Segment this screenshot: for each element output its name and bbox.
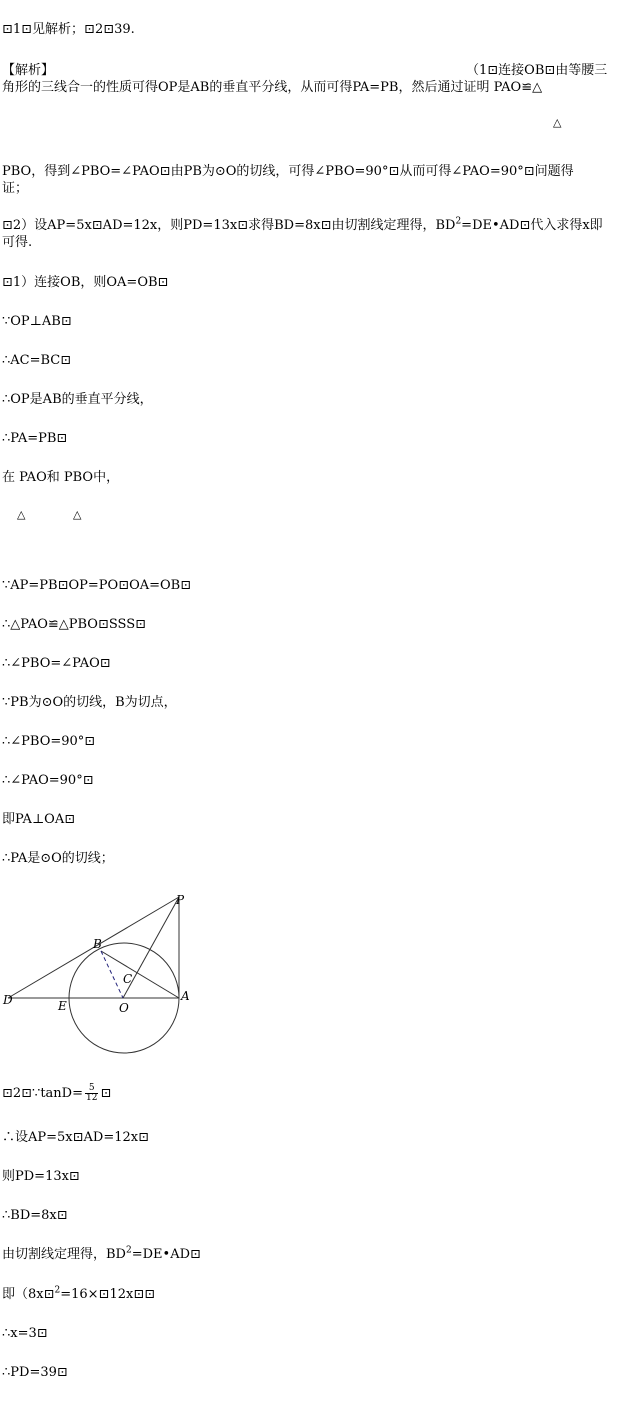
- analysis-header: 【解析】: [2, 63, 55, 78]
- solution-line-19: [2, 1247, 201, 1263]
- analysis-part2-sup: 2: [455, 216, 462, 227]
- fraction-numerator: 5: [85, 1084, 98, 1094]
- fraction-denominator: 12: [86, 1093, 98, 1103]
- solution-line-7: ∵AP=PB⊡OP=PO⊡OA=OB⊡: [2, 578, 192, 593]
- triangle-symbol: △: [553, 116, 562, 129]
- analysis-part2-text-b: =DE•AD⊡代入求得x即: [461, 218, 603, 233]
- solution-line-20-sup: 2: [54, 1285, 61, 1296]
- analysis-part1-start: （1⊡连接OB⊡由等腰三: [466, 63, 608, 78]
- analysis-part2-end: 可得.: [2, 235, 33, 250]
- solution-line-14: ∴PA是⊙O的切线；: [2, 851, 114, 866]
- solution-line-3: ∴AC=BC⊡: [2, 353, 72, 368]
- solution-line-10: ∵PB为⊙O的切线，B为切点，: [2, 695, 177, 710]
- analysis-line-4: 证；: [2, 181, 29, 196]
- solution-line-2: ∵OP⊥AB⊡: [2, 314, 72, 329]
- solution-line-15-a: ⊡2⊡∵tanD=: [2, 1086, 83, 1101]
- analysis-part2: [2, 218, 603, 234]
- solution-line-15-b: ⊡: [100, 1086, 112, 1101]
- solution-line-8: ∴△PAO≌△PBO⊡SSS⊡: [2, 617, 147, 632]
- answer-line: ⊡1⊡见解析；⊡2⊡39.: [2, 22, 135, 37]
- label-O: O: [119, 1001, 129, 1015]
- solution-line-20: [2, 1287, 155, 1303]
- solution-line-12: ∴∠PAO=90°⊡: [2, 773, 94, 788]
- solution-line-19-b: =DE•AD⊡: [131, 1247, 201, 1262]
- label-D: D: [3, 993, 13, 1007]
- solution-line-1: ⊡1）连接OB，则OA=OB⊡: [2, 275, 169, 290]
- label-P: P: [176, 893, 185, 907]
- triangle-symbol: △: [73, 508, 82, 521]
- solution-line-19-a: 由切割线定理得，BD: [2, 1247, 126, 1262]
- solution-line-6: 在 PAO和 PBO中，: [2, 470, 120, 485]
- solution-line-22: ∴PD=39⊡: [2, 1365, 68, 1380]
- label-B: B: [93, 937, 102, 951]
- label-E: E: [58, 999, 67, 1013]
- label-C: C: [123, 972, 133, 986]
- solution-line-13: 即PA⊥OA⊡: [2, 812, 76, 827]
- solution-line-21: ∴x=3⊡: [2, 1326, 48, 1341]
- solution-line-18: ∴BD=8x⊡: [2, 1208, 68, 1223]
- triangle-symbol: △: [17, 508, 26, 521]
- solution-line-19-sup: 2: [125, 1245, 132, 1256]
- analysis-line-2: 角形的三线合一的性质可得OP是AB的垂直平分线，从而可得PA=PB，然后通过证明 PAO≌△: [2, 80, 543, 95]
- solution-line-5: ∴PA=PB⊡: [2, 431, 68, 446]
- solution-line-11: ∴∠PBO=90°⊡: [2, 734, 96, 749]
- solution-line-4: ∴OP是AB的垂直平分线，: [2, 392, 153, 407]
- solution-line-15: [2, 1084, 111, 1103]
- analysis-line-3: PBO，得到∠PBO=∠PAO⊡由PB为⊙O的切线，可得∠PBO=90°⊡从而可得∠PAO=90°⊡问题得: [2, 164, 574, 179]
- solution-line-17: 则PD=13x⊡: [2, 1169, 80, 1184]
- geometry-figure: [0, 888, 200, 1058]
- solution-line-20-b: =16×⊡12x⊡⊡: [60, 1287, 156, 1302]
- solution-line-9: ∴∠PBO=∠PAO⊡: [2, 656, 111, 671]
- analysis-part2-text-a: ⊡2）设AP=5x⊡AD=12x，则PD=13x⊡求得BD=8x⊡由切割线定理得，BD: [2, 218, 456, 233]
- solution-line-16: ∴设AP=5x⊡AD=12x⊡: [2, 1130, 149, 1145]
- fraction-5-12: [85, 1084, 98, 1103]
- label-A: A: [181, 989, 190, 1003]
- solution-line-20-a: 即（8x⊡: [2, 1287, 55, 1302]
